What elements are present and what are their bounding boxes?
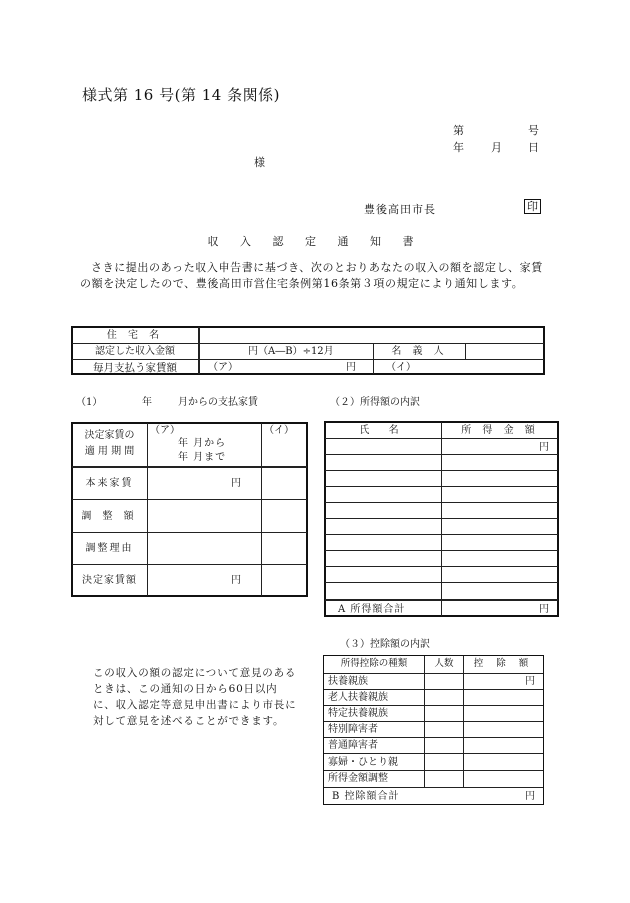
housing-name-label: 住 宅 名 xyxy=(106,330,164,341)
certified-income-label: 認定した収入金額 xyxy=(95,346,175,357)
period-label-line1: 決定家賃の xyxy=(84,430,135,441)
deduction-row-label: 寡婦・ひとり親 xyxy=(328,757,398,768)
date-day: 日 xyxy=(528,141,539,154)
rent-row-label: 調整理由 xyxy=(85,543,134,554)
monthly-rent-yen: 円 xyxy=(346,362,356,373)
monthly-rent-label: 毎月支払う家賃額 xyxy=(93,362,177,374)
deduction-total-label: B 控除額合計 xyxy=(332,791,400,802)
deduction-row-label: 老人扶養親族 xyxy=(328,692,388,703)
objection-note: この収入の額の認定について意見のあるときは、この通知の日から60日以内に、収入認定等意見申出書により市長に対して意見を述べることができます。 xyxy=(93,667,297,727)
section1-year: 年 xyxy=(142,397,152,408)
monthly-rent-a: （ア） xyxy=(208,362,238,373)
income-total-unit: 円 xyxy=(539,604,549,615)
document-number-suffix: 号 xyxy=(528,124,539,137)
deduction-row-label: 所得金額調整 xyxy=(328,773,388,784)
section1-number: （1） xyxy=(76,397,103,408)
rent-row-unit: 円 xyxy=(231,575,241,586)
date-month: 月 xyxy=(491,141,502,154)
section1-title: 月からの支払家賃 xyxy=(178,397,258,408)
deduction-row-label: 扶養親族 xyxy=(328,676,368,687)
period-from: 年 月から xyxy=(178,438,227,449)
deduction-row-label: 特別障害者 xyxy=(328,724,378,735)
seal-mark: 印 xyxy=(524,199,541,214)
deduction-row-label: 特定扶養親族 xyxy=(328,708,388,719)
addressee-suffix: 様 xyxy=(254,156,265,169)
column-name-header: 氏 名 xyxy=(359,425,407,436)
section2-title: （２）所得額の内訳 xyxy=(330,397,420,408)
rent-row-label: 本来家賃 xyxy=(85,478,134,489)
date-year: 年 xyxy=(453,141,464,154)
deduction-row-label: 普通障害者 xyxy=(328,740,378,751)
intro-paragraph: さきに提出のあった収入申告書に基づき、次のとおりあなたの収入の額を認定し、家賃の額を決定したので、豊後高田市営住宅条例第16条第３項の規定により通知します。 xyxy=(80,261,543,290)
column-a-header: （ア） xyxy=(150,425,180,436)
period-label-line2: 適 用 期 間 xyxy=(84,446,135,457)
monthly-rent-i: （イ） xyxy=(386,362,416,373)
issuer-name: 豊後高田市長 xyxy=(364,203,436,216)
deduction-total-unit: 円 xyxy=(525,791,535,802)
account-holder-label: 名 義 人 xyxy=(391,346,448,357)
deduction-row-unit: 円 xyxy=(525,676,535,687)
column-income-header: 所 得 金 額 xyxy=(461,425,539,436)
rent-row-label: 決定家賃額 xyxy=(82,575,137,586)
form-number-title: 様式第 16 号(第 14 条関係) xyxy=(82,86,280,104)
rent-row-label: 調 整 額 xyxy=(81,511,138,522)
section3-title: （３）控除額の内訳 xyxy=(340,639,430,650)
period-to: 年 月まで xyxy=(178,452,227,463)
column-i-header: （イ） xyxy=(264,425,294,436)
income-row-unit: 円 xyxy=(539,442,549,453)
rent-row-unit: 円 xyxy=(231,478,241,489)
column-deduction-amount-header: 控 除 額 xyxy=(473,658,534,669)
column-deduction-type-header: 所得控除の種類 xyxy=(340,658,408,669)
income-total-label: A 所得額合計 xyxy=(338,604,406,615)
notice-title: 収 入 認 定 通 知 書 xyxy=(207,235,423,248)
certified-income-formula: 円（A―B）÷12月 xyxy=(248,346,334,357)
column-count-header: 人数 xyxy=(434,658,454,669)
document-number-prefix: 第 xyxy=(453,124,464,137)
